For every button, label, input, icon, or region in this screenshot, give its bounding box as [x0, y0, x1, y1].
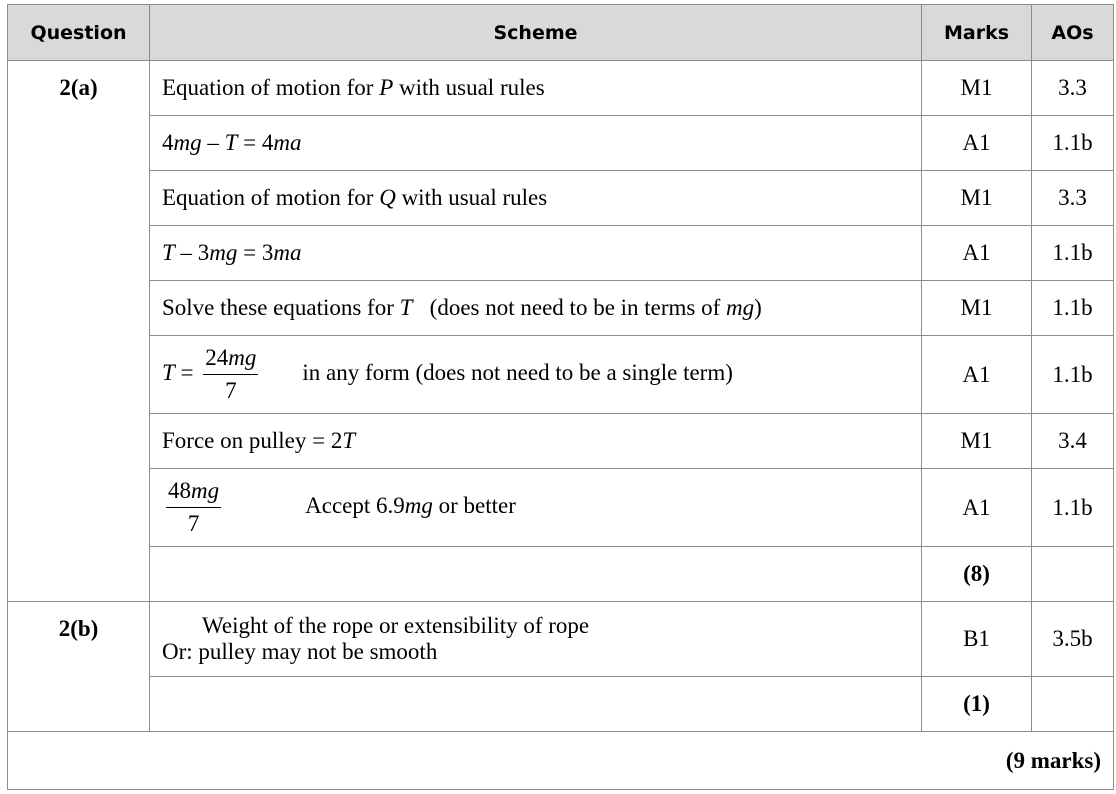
- ao-cell: 3.4: [1032, 414, 1114, 469]
- table-row: [8, 61, 1114, 116]
- table-row: [8, 226, 1114, 281]
- table-row: [8, 171, 1114, 226]
- mark-cell: A1: [922, 336, 1032, 414]
- total-marks: (9 marks): [8, 732, 1114, 790]
- fraction: $\frac{48mg}{7}$: [168, 478, 220, 536]
- scheme-cell: [150, 602, 922, 677]
- scheme-cell: Equation of motion for Q with usual rules: [150, 171, 922, 226]
- ao-cell: 3.3: [1032, 61, 1114, 116]
- subtotal-row: [8, 547, 1114, 602]
- ao-cell: 1.1b: [1032, 469, 1114, 547]
- mark-cell: A1: [922, 226, 1032, 281]
- scheme-cell: T = $\frac{24mg}{7}$ in any form (does not need to be a single term): [150, 336, 922, 414]
- table-row: [8, 469, 1114, 547]
- scheme-cell-empty: [150, 547, 922, 602]
- ao-cell: 3.3: [1032, 171, 1114, 226]
- column-header-question: Question: [8, 5, 150, 61]
- ao-cell: 3.5b: [1032, 602, 1114, 677]
- scheme-cell: Force on pulley = 2T: [150, 414, 922, 469]
- question-label-2a: 2(a): [8, 61, 150, 602]
- scheme-cell: Equation of motion for P with usual rules: [150, 61, 922, 116]
- scheme-cell-empty: [150, 677, 922, 732]
- mark-cell: A1: [922, 116, 1032, 171]
- table-row: [8, 281, 1114, 336]
- column-header-marks: Marks: [922, 5, 1032, 61]
- ao-cell-empty: [1032, 547, 1114, 602]
- subtotal-marks: (1): [922, 677, 1032, 732]
- ao-cell: 1.1b: [1032, 281, 1114, 336]
- ao-cell: 1.1b: [1032, 226, 1114, 281]
- fraction: $\frac{24mg}{7}$: [205, 345, 257, 403]
- ao-cell: 1.1b: [1032, 116, 1114, 171]
- mark-cell: B1: [922, 602, 1032, 677]
- scheme-line: Or: pulley may not be smooth: [162, 639, 438, 664]
- scheme-cell: 4mg – T = 4ma: [150, 116, 922, 171]
- scheme-cell: T – 3mg = 3ma: [150, 226, 922, 281]
- mark-cell: M1: [922, 414, 1032, 469]
- ao-cell: 1.1b: [1032, 336, 1114, 414]
- subtotal-row: [8, 677, 1114, 732]
- question-label-2b: 2(b): [8, 602, 150, 732]
- total-row: [8, 732, 1114, 790]
- scheme-line: Weight of the rope or extensibility of rope: [202, 613, 590, 638]
- scheme-cell: $\frac{48mg}{7}$ Accept 6.9mg or better: [150, 469, 922, 547]
- table-row: [8, 336, 1114, 414]
- table-row: [8, 602, 1114, 677]
- mark-cell: M1: [922, 171, 1032, 226]
- column-header-scheme: Scheme: [150, 5, 922, 61]
- subtotal-marks: (8): [922, 547, 1032, 602]
- scheme-cell: Solve these equations for T (does not need to be in terms of mg): [150, 281, 922, 336]
- header-row: [8, 5, 1114, 61]
- table-row: [8, 414, 1114, 469]
- mark-cell: M1: [922, 61, 1032, 116]
- mark-scheme-table: [7, 4, 1114, 790]
- table-row: [8, 116, 1114, 171]
- ao-cell-empty: [1032, 677, 1114, 732]
- mark-cell: A1: [922, 469, 1032, 547]
- mark-cell: M1: [922, 281, 1032, 336]
- column-header-aos: AOs: [1032, 5, 1114, 61]
